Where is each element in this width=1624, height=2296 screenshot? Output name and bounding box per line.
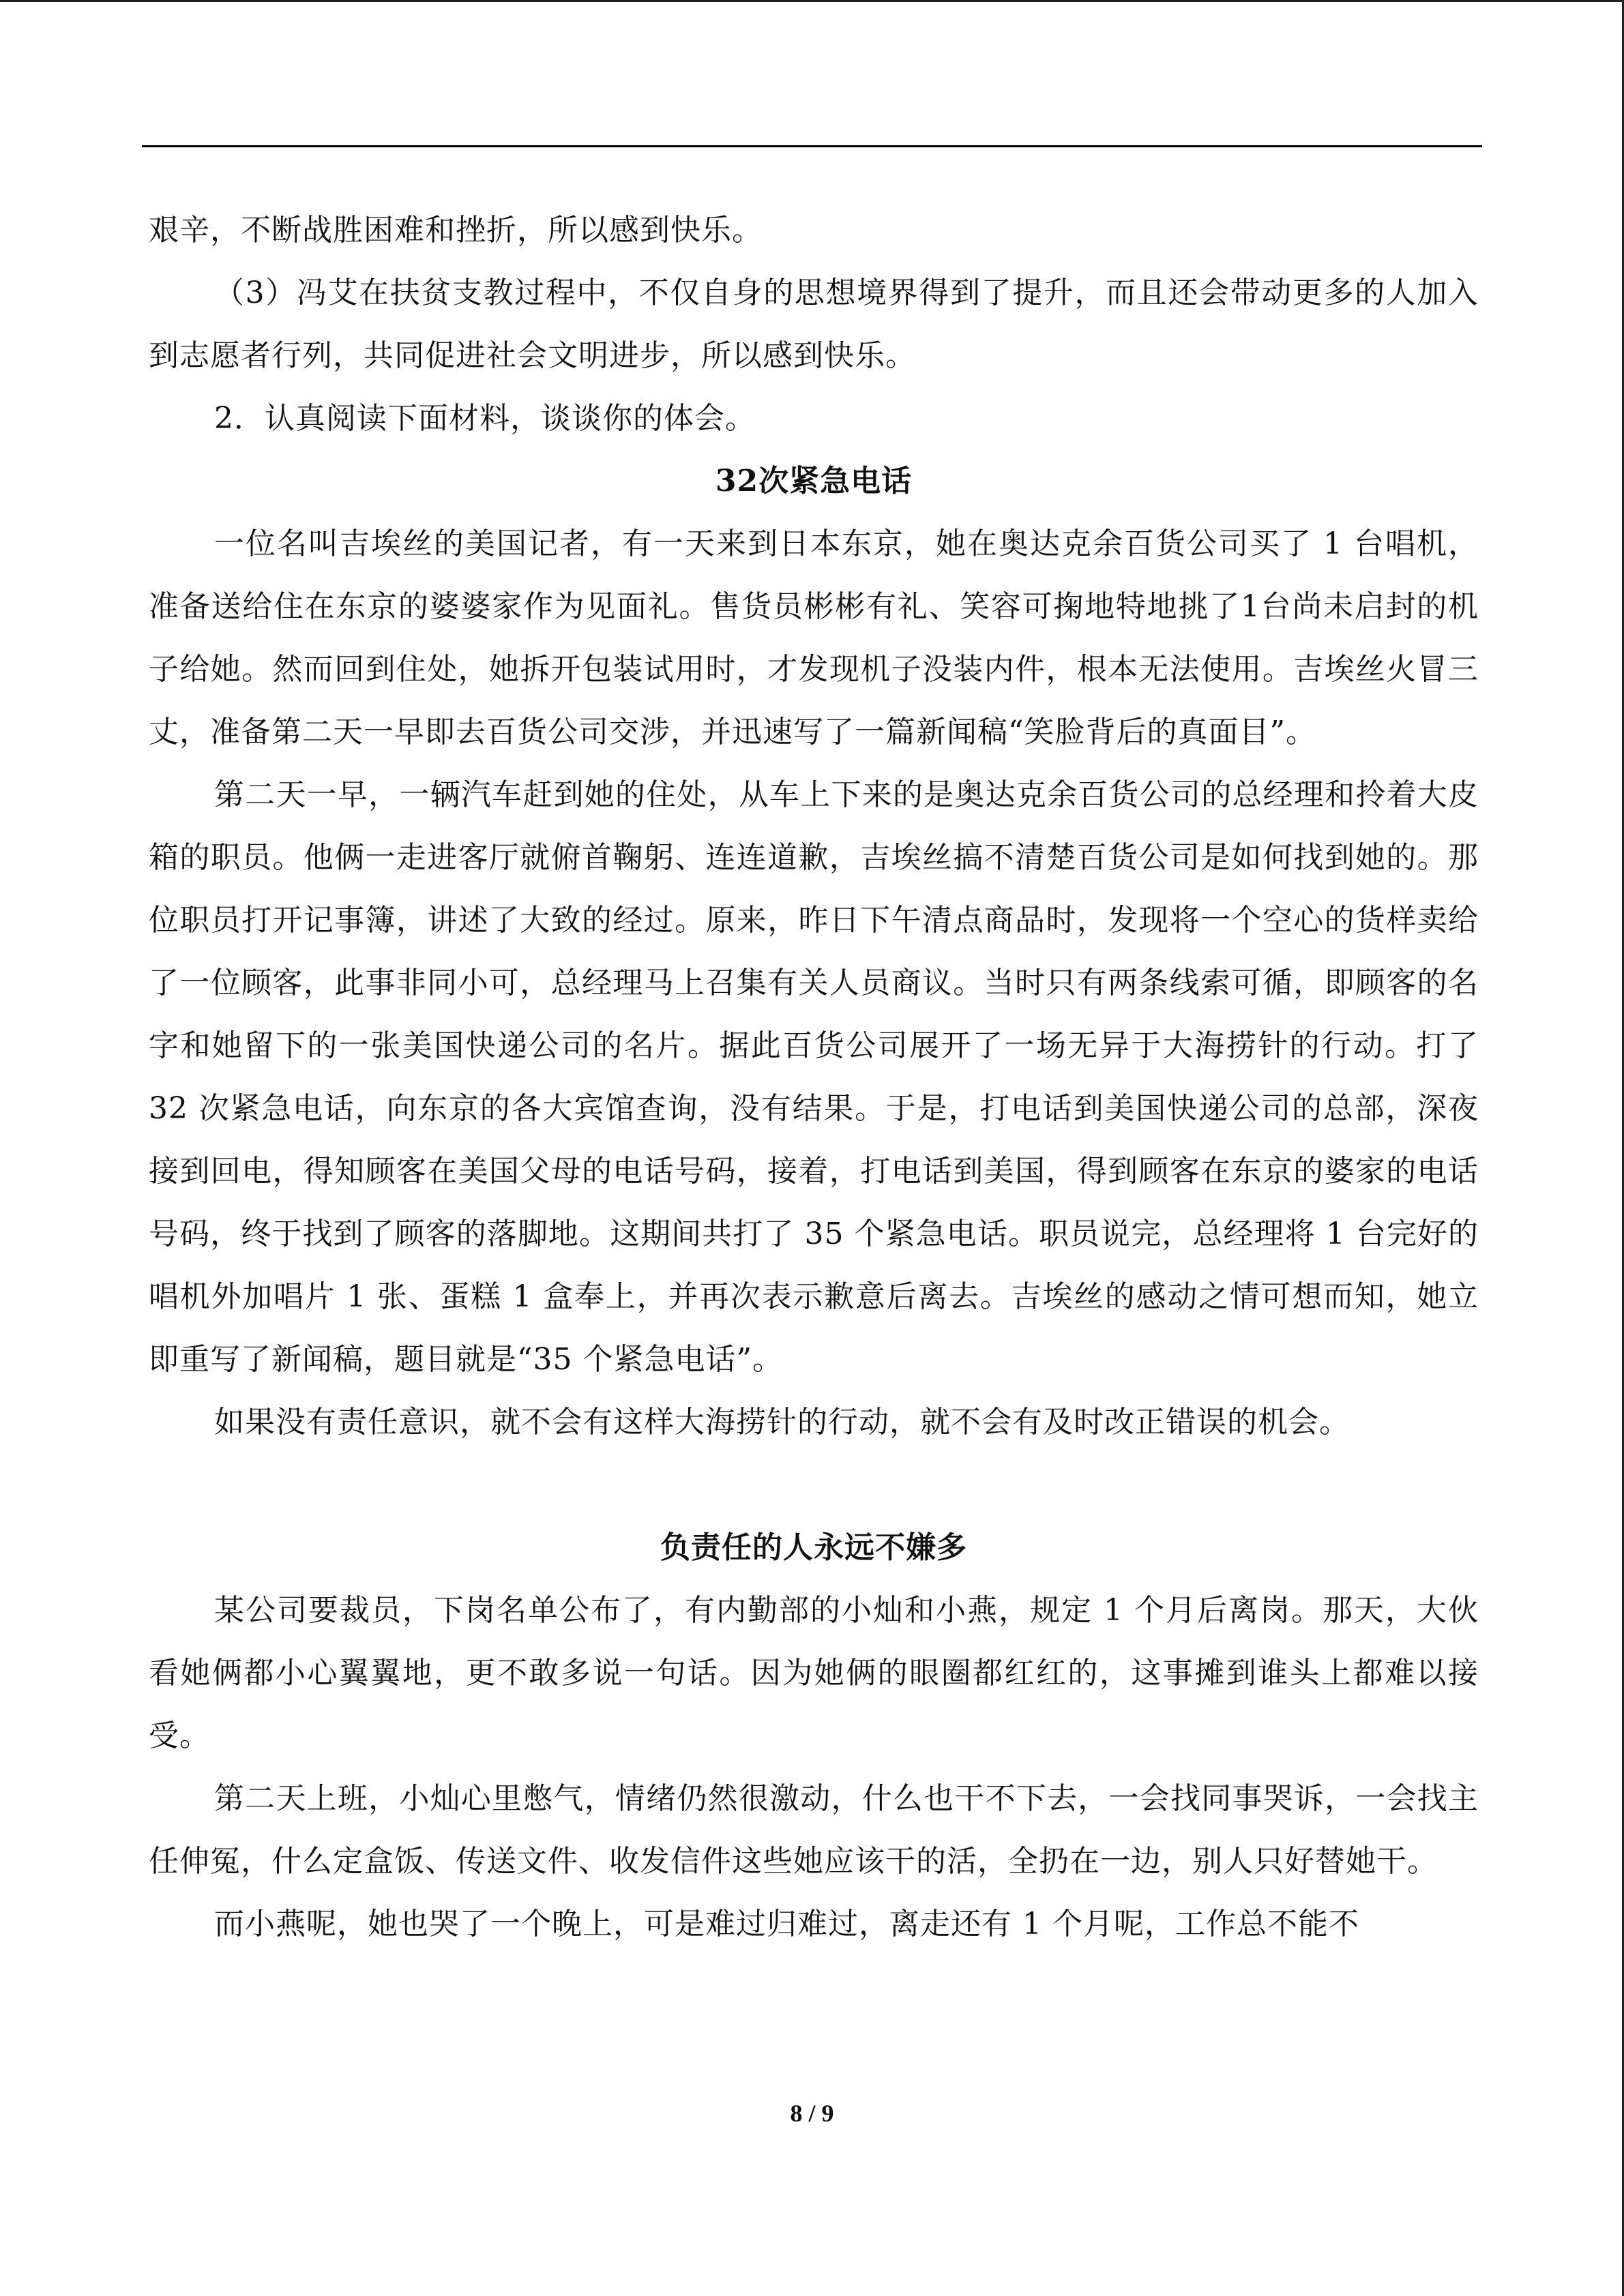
- story2-paragraph: 第二天上班，小灿心里憋气，情绪仍然很激动，什么也干不下去，一会找同事哭诉，一会找主任伸冤，什么定盒饭、传送文件、收发信件这些她应该干的活，全扔在一边，别人只好替她干。: [149, 1781, 1479, 1879]
- page-number: 8 / 9: [790, 2100, 834, 2127]
- header-rule: [142, 145, 1482, 147]
- paragraph-answer-3: （3）冯艾在扶贫支教过程中，不仅自身的思想境界得到了提升，而且还会带动更多的人加入到志愿者行列，共同促进社会文明进步，所以感到快乐。: [149, 275, 1479, 373]
- story2-paragraph: 某公司要裁员，下岗名单公布了，有内勤部的小灿和小燕，规定 1 个月后离岗。那天，大伙看她俩都小心翼翼地，更不敢多说一句话。因为她俩的眼圈都红红的，这事摊到谁头上都难以接受。: [149, 1593, 1479, 1753]
- story1-paragraph: 一位名叫吉埃丝的美国记者，有一天来到日本东京，她在奥达克余百货公司买了 1 台唱机，准备送给住在东京的婆婆家作为见面礼。售货员彬彬有礼、笑容可掬地特地挑了1台尚未启封的机子给她。然而回到住处，她拆开包装试用时，才发现机子没装内件，根本无法使用。吉埃丝火冒三丈，准备第二天一早即去百货公司交涉，并迅速写了一篇新闻稿“笑脸背后的真面目”。: [149, 526, 1479, 749]
- paragraph-question-2: 2．认真阅读下面材料，谈谈你的体会。: [214, 401, 756, 436]
- story1-paragraph: 第二天一早，一辆汽车赶到她的住处，从车上下来的是奥达克余百货公司的总经理和拎着大皮箱的职员。他俩一走进客厅就俯首鞠躬、连连道歉，吉埃丝搞不清楚百货公司是如何找到她的。那位职员打开记事簿，讲述了大致的经过。原来，昨日下午清点商品时，发现将一个空心的货样卖给了一位顾客，此事非同小可，总经理马上召集有关人员商议。当时只有两条线索可循，即顾客的名字和她留下的一张美国快递公司的名片。据此百货公司展开了一场无异于大海捞针的行动。打了 32 次紧急电话，向东京的各大宾馆查询，没有结果。于是，打电话到美国快递公司的总部，深夜接到回电，得知顾客在美国父母的电话号码，接着，打电话到美国，得到顾客在东京的婆家的电话号码，终于找到了顾客的落脚地。这期间共打了 35 个紧急电话。职员说完，总经理将 1 台完好的唱机外加唱片 1 张、蛋糕 1 盒奉上，并再次表示歉意后离去。吉埃丝的感动之情可想而知，她立即重写了新闻稿，题目就是“35 个紧急电话”。: [149, 777, 1479, 1377]
- story1-title: 32次紧急电话: [715, 464, 913, 498]
- document-body: [149, 199, 1479, 1956]
- section-gap: [149, 1454, 1479, 1517]
- page-border-top: [0, 0, 1624, 2]
- paragraph-continuation: 艰辛，不断战胜困难和挫折，所以感到快乐。: [149, 213, 763, 248]
- story2-title: 负责任的人永远不嫌多: [660, 1530, 967, 1565]
- story2-paragraph: 而小燕呢，她也哭了一个晚上，可是难过归难过，离走还有 1 个月呢，工作总不能不: [214, 1907, 1359, 1941]
- story1-paragraph: 如果没有责任意识，就不会有这样大海捞针的行动，就不会有及时改正错误的机会。: [214, 1405, 1350, 1440]
